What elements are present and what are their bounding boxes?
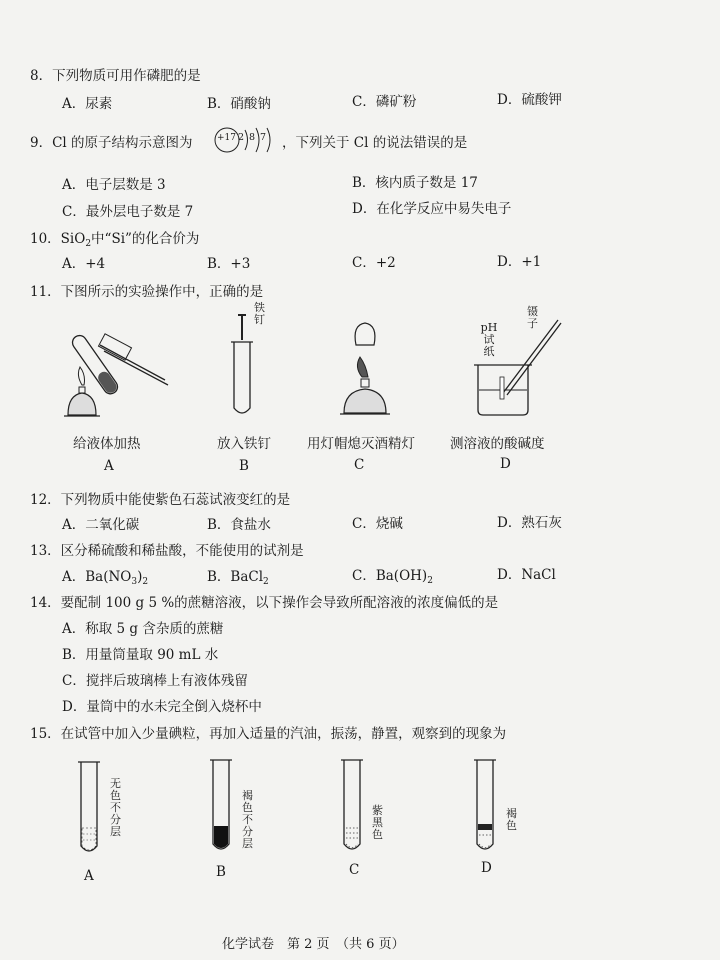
- label-tweezers: 镊子: [527, 305, 538, 330]
- q8-option-c: C．磷矿粉: [352, 94, 417, 110]
- q15-stem: 15．在试管中加入少量碘粒，再加入适量的汽油，振荡，静置，观察到的现象为: [30, 726, 507, 742]
- q14-option-a: A．称取 5 g 含杂质的蔗糖: [62, 621, 224, 637]
- caption-b: 放入铁钉: [217, 436, 271, 452]
- q12-option-a: A．二氧化碳: [62, 517, 140, 533]
- q11-stem: 11．下图所示的实验操作中，正确的是: [30, 284, 264, 300]
- q12-stem: 12．下列物质中能使紫色石蕊试液变红的是: [30, 492, 291, 508]
- tube-a: [76, 760, 106, 860]
- q9-option-a: A．电子层数是 3: [62, 177, 166, 193]
- tube-b-label: 褐色不分层: [242, 789, 253, 850]
- cl-shell-1: 2: [238, 132, 245, 143]
- caption-c: 用灯帽熄灭酒精灯: [307, 436, 415, 452]
- figure-add-nail: [228, 310, 268, 420]
- q9-stem-post: ，下列关于 Cl 的说法错误的是: [282, 135, 468, 151]
- cl-nucleus-charge: +17: [217, 133, 236, 143]
- q8-option-a: A．尿素: [62, 96, 113, 112]
- q12-option-b: B．食盐水: [207, 517, 271, 533]
- q8-option-d: D．硫酸钾: [497, 92, 562, 108]
- letter-c: C: [354, 457, 365, 473]
- tube-c-label: 紫黑色: [372, 804, 383, 841]
- letter-a: A: [104, 458, 114, 474]
- tube-d-label: 褐色: [506, 807, 517, 832]
- q14-stem: 14．要配制 100 g 5 %的蔗糖溶液，以下操作会导致所配溶液的浓度偏低的是: [30, 595, 499, 611]
- tube-b: [208, 758, 238, 858]
- q8-option-b: B．硝酸钠: [207, 96, 271, 112]
- q10-option-c: C．+2: [352, 255, 396, 271]
- q13-option-d: D．NaCl: [497, 567, 556, 583]
- caption-a: 给液体加热: [73, 436, 141, 452]
- tube-letter-d: D: [481, 860, 492, 876]
- q10-option-b: B．+3: [207, 256, 251, 272]
- label-nail: 铁钉: [254, 301, 265, 326]
- q10-option-d: D．+1: [497, 254, 542, 270]
- q13-option-b: B．BaCl$_2$: [207, 569, 269, 587]
- q9-option-b: B．核内质子数是 17: [352, 175, 478, 191]
- q9-option-c: C．最外层电子数是 7: [62, 204, 194, 220]
- cl-shell-2: 8: [249, 132, 256, 143]
- tube-letter-b: B: [216, 864, 226, 880]
- tube-letter-c: C: [349, 862, 360, 878]
- q10-option-a: A．+4: [62, 256, 106, 272]
- q9-stem-pre: 9．Cl 的原子结构示意图为: [30, 135, 193, 151]
- q14-option-b: B．用量筒量取 90 mL 水: [62, 647, 219, 663]
- cl-shell-3: 7: [260, 132, 267, 143]
- q13-stem: 13．区分稀硫酸和稀盐酸，不能使用的试剂是: [30, 543, 304, 559]
- page-footer: 化学试卷 第 2 页 （共 6 页）: [222, 937, 405, 952]
- tube-c: [339, 758, 369, 858]
- q13-option-c: C．$Ba(OH)_2$: [352, 568, 433, 586]
- q9-option-d: D．在化学反应中易失电子: [352, 201, 512, 217]
- q8-stem: 8．下列物质可用作磷肥的是: [30, 68, 201, 84]
- label-ph-paper: pH 试 纸: [480, 321, 498, 358]
- caption-d: 测溶液的酸碱度: [450, 436, 545, 452]
- q12-option-d: D．熟石灰: [497, 515, 562, 531]
- figure-heating-liquid: [60, 305, 175, 430]
- q13-option-a: A．$Ba(NO_3)_2$: [62, 569, 149, 587]
- q14-option-d: D．量筒中的水未完全倒入烧杯中: [62, 699, 262, 715]
- figure-lamp-cap: [330, 315, 400, 420]
- q10-stem: 10．SiO$_2$中“Si”的化合价为: [30, 231, 200, 249]
- q14-option-c: C．搅拌后玻璃棒上有液体残留: [62, 673, 248, 689]
- letter-b: B: [239, 458, 249, 474]
- tube-a-label: 无色不分层: [110, 777, 121, 838]
- letter-d: D: [500, 456, 511, 472]
- tube-letter-a: A: [84, 868, 94, 884]
- q12-option-c: C．烧碱: [352, 516, 403, 532]
- tube-d: [472, 758, 502, 858]
